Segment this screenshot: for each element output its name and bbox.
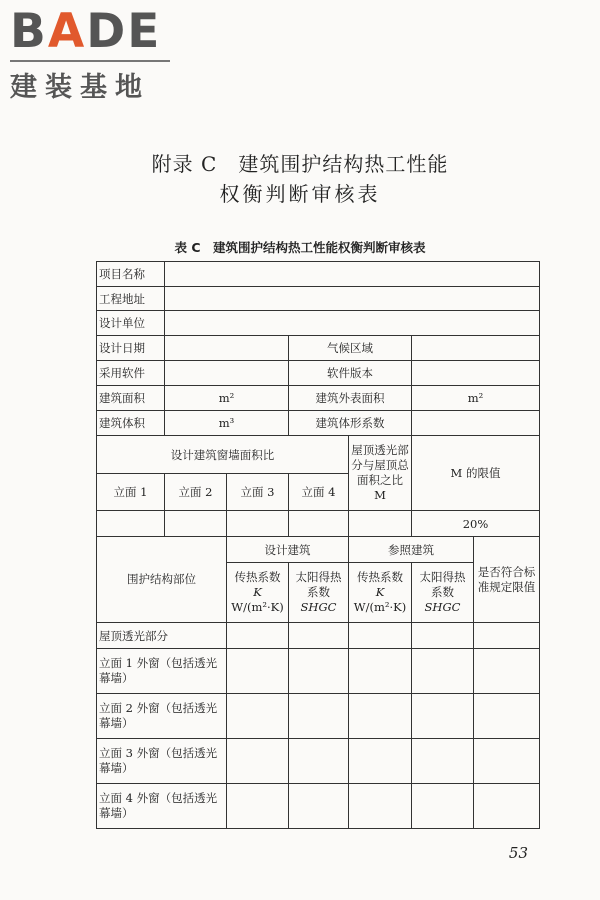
building-area-label: 建筑面积	[97, 386, 165, 411]
roof-transparent-label: 屋顶透光部分	[97, 623, 227, 649]
window-wall-ratio-header: 设计建筑窗墙面积比	[97, 436, 349, 474]
design-k-header	[227, 563, 289, 623]
table-row	[97, 287, 540, 311]
design-unit-value	[165, 311, 540, 336]
page-number: 53	[508, 844, 528, 862]
facade-1-header: 立面 1	[97, 474, 165, 511]
table-row	[97, 311, 540, 336]
table-row	[97, 784, 540, 829]
k-label: 传热系数	[234, 570, 281, 584]
k-symbol: K	[253, 585, 262, 599]
appendix-title: 附录 C 建筑围护结构热工性能	[151, 152, 449, 176]
table-row	[97, 694, 540, 739]
review-table	[96, 261, 540, 829]
facade-1-value	[97, 511, 165, 537]
m-limit-header: M 的限值	[412, 436, 540, 511]
design-date-label: 设计日期	[97, 336, 165, 361]
table-row	[97, 436, 540, 474]
k-unit: W/(m²·K)	[231, 600, 284, 614]
climate-zone-value	[412, 336, 540, 361]
facade-1-window-label: 立面 1 外窗（包括透光幕墙）	[97, 649, 227, 694]
software-value	[165, 361, 289, 386]
facade-2-value	[165, 511, 227, 537]
climate-zone-label: 气候区域	[289, 336, 412, 361]
table-caption: 表 C 建筑围护结构热工性能权衡判断审核表	[174, 240, 426, 255]
shgc-symbol: SHGC	[300, 600, 337, 614]
facade-3-value	[227, 511, 289, 537]
reference-shgc-header	[412, 563, 474, 623]
reference-building-header: 参照建筑	[349, 537, 474, 563]
table-row	[97, 649, 540, 694]
design-unit-label: 设计单位	[97, 311, 165, 336]
shgc-label: 太阳得热系数	[419, 570, 466, 599]
appendix-subtitle: 权衡判断审核表	[219, 182, 381, 206]
exterior-area-label: 建筑外表面积	[289, 386, 412, 411]
table-row	[97, 336, 540, 361]
design-shgc-header	[289, 563, 349, 623]
facade-3-header: 立面 3	[227, 474, 289, 511]
envelope-part-header: 围护结构部位	[97, 537, 227, 623]
project-name-label: 项目名称	[97, 262, 165, 287]
building-volume-label: 建筑体积	[97, 411, 165, 436]
brand-logo	[10, 6, 180, 104]
shape-coefficient-value	[412, 411, 540, 436]
k-label: 传热系数	[357, 570, 403, 584]
k-unit: W/(m²·K)	[353, 600, 407, 614]
facade-4-value	[289, 511, 349, 537]
shgc-symbol: SHGC	[424, 600, 461, 614]
exterior-area-unit: m²	[412, 386, 540, 411]
table-row	[97, 511, 540, 537]
shgc-label: 太阳得热系数	[295, 570, 342, 599]
facade-4-window-label: 立面 4 外窗（包括透光幕墙）	[97, 784, 227, 829]
software-version-value	[412, 361, 540, 386]
table-row	[97, 386, 540, 411]
project-name-value	[165, 262, 540, 287]
logo-wordmark: BADE	[10, 4, 162, 59]
m-limit-value: 20%	[412, 511, 540, 537]
k-symbol: K	[375, 585, 385, 599]
table-row	[97, 537, 540, 563]
compliance-header: 是否符合标准规定限值	[474, 537, 540, 623]
table-row	[97, 411, 540, 436]
logo-divider	[10, 60, 170, 62]
facade-4-header: 立面 4	[289, 474, 349, 511]
building-area-unit: m²	[165, 386, 289, 411]
project-address-value	[165, 287, 540, 311]
roof-ratio-value	[349, 511, 412, 537]
shape-coefficient-label: 建筑体形系数	[289, 411, 412, 436]
table-row	[97, 739, 540, 784]
facade-2-header: 立面 2	[165, 474, 227, 511]
building-volume-unit: m³	[165, 411, 289, 436]
software-label: 采用软件	[97, 361, 165, 386]
design-building-header: 设计建筑	[227, 537, 349, 563]
logo-subtitle: 建装基地	[10, 72, 150, 103]
design-date-value	[165, 336, 289, 361]
project-address-label: 工程地址	[97, 287, 165, 311]
facade-2-window-label: 立面 2 外窗（包括透光幕墙）	[97, 694, 227, 739]
roof-ratio-header: 屋顶透光部分与屋顶总面积之比 M	[349, 436, 412, 511]
software-version-label: 软件版本	[289, 361, 412, 386]
table-row	[97, 361, 540, 386]
reference-k-header	[349, 563, 412, 623]
facade-3-window-label: 立面 3 外窗（包括透光幕墙）	[97, 739, 227, 784]
table-row	[97, 262, 540, 287]
table-row	[97, 623, 540, 649]
